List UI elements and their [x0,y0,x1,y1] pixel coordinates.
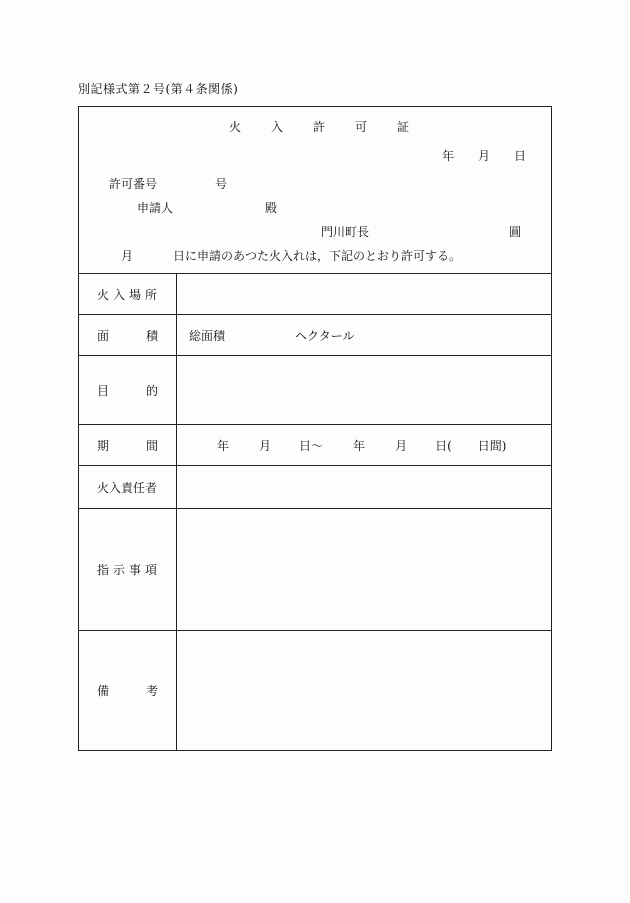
permit-title [229,118,439,135]
area-prefix: 総面積 [189,328,226,343]
date-year: 年 [442,149,455,163]
title-char-2: 入 [271,120,284,134]
area-label-1: 面 [97,328,110,343]
permit-number-label: 許可番号 [109,177,158,191]
area-value[interactable] [177,315,551,355]
permit-number-unit: 号 [215,177,228,191]
remarks-label-2: 考 [145,684,158,698]
title-char-1: 火 [229,120,242,134]
area-label-2: 積 [145,328,158,343]
purpose-value[interactable] [177,356,551,424]
instructions-value[interactable] [177,509,551,630]
responsible-value[interactable] [177,466,551,508]
purpose-label [79,356,176,424]
issue-date [442,147,526,164]
permit-form [78,106,552,751]
date-day: 日 [514,149,527,163]
statement-text: 日に申請のあつた火入れは，下記のとおり許可する。 [173,249,462,263]
period-year-1: 年 [217,438,230,453]
permit-number [109,175,227,192]
title-char-3: 許 [313,120,326,134]
period-label-1: 期 [97,438,110,453]
issuer-name: 門川町長 [321,225,370,239]
period-day-1: 日～ [299,438,324,453]
applicant-label: 申請人 [137,201,174,215]
period-value[interactable] [177,425,551,465]
applicant-line [137,199,277,216]
period-month-1: 月 [259,438,272,453]
place-label: 火入場所 [97,287,162,302]
purpose-label-1: 目 [97,383,110,398]
period-month-2: 月 [395,438,408,453]
area-unit: ヘクタール [295,328,355,343]
form-reference: 別記様式第２号(第４条関係) [78,82,239,96]
period-days: 日間) [477,438,507,453]
place-value[interactable] [177,274,551,314]
period-year-2: 年 [353,438,366,453]
remarks-value[interactable] [177,631,551,750]
period-label-2: 間 [145,438,158,453]
remarks-label [79,631,176,750]
seal-mark: 圓 [509,225,522,239]
title-char-4: 可 [355,120,368,134]
purpose-label-2: 的 [145,383,158,398]
area-label [79,315,176,355]
applicant-honorific: 殿 [265,201,278,215]
period-day-2: 日( [435,438,452,453]
responsible-label: 火入責任者 [97,480,158,495]
instructions-label: 指示事項 [97,563,162,577]
period-label [79,425,176,465]
title-char-5: 証 [397,120,410,134]
statement-month: 月 [121,249,134,263]
date-month: 月 [478,149,491,163]
permit-statement [121,247,461,264]
remarks-label-1: 備 [97,684,110,698]
